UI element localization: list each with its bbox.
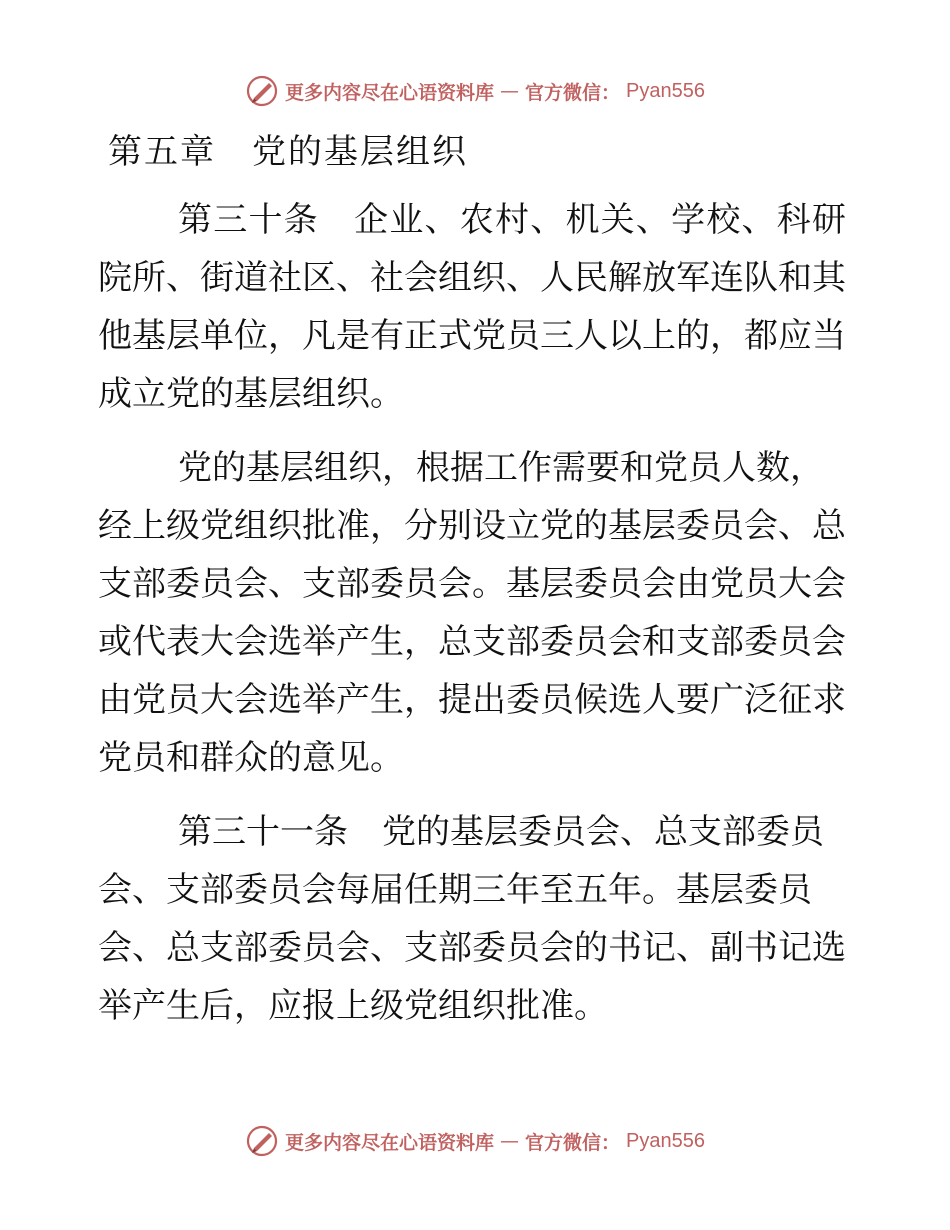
article30-line-1: 第三十条 企业、农村、机关、学校、科研 [178, 200, 846, 240]
para2-line-1: 党的基层组织，根据工作需要和党员人数， [178, 448, 824, 488]
watermark-separator: — [500, 80, 520, 102]
article31-line-3: 会、总支部委员会、支部委员会的书记、副书记选 [98, 928, 846, 968]
chapter-title: 第五章 党的基层组织 [108, 132, 468, 172]
watermark-text: 更多内容尽在心语资料库 [285, 81, 495, 104]
footer-watermark [0, 1124, 950, 1158]
para2-line-4: 或代表大会选举产生，总支部委员会和支部委员会 [98, 622, 846, 662]
article30-line-3: 他基层单位，凡是有正式党员三人以上的，都应当 [98, 316, 846, 356]
article30-line-2: 院所、街道社区、社会组织、人民解放军连队和其 [98, 258, 846, 298]
watermark-id: Pyan556 [626, 79, 705, 102]
para2-line-2: 经上级党组织批准，分别设立党的基层委员会、总 [98, 506, 846, 546]
header-watermark [0, 74, 950, 108]
article30-line-4: 成立党的基层组织。 [98, 374, 404, 414]
watermark-text: 更多内容尽在心语资料库 [285, 1131, 495, 1154]
para2-line-6: 党员和群众的意见。 [98, 738, 404, 778]
para2-line-5: 由党员大会选举产生，提出委员候选人要广泛征求 [98, 680, 846, 720]
watermark-id: Pyan556 [626, 1129, 705, 1152]
article31-line-1: 第三十一条 党的基层委员会、总支部委员 [178, 812, 824, 852]
para2-line-3: 支部委员会、支部委员会。基层委员会由党员大会 [98, 564, 846, 604]
pen-logo-icon [245, 1124, 279, 1158]
pen-logo-icon [245, 74, 279, 108]
watermark-label: 官方微信： [525, 81, 621, 104]
watermark-separator: — [500, 1130, 520, 1152]
article31-line-2: 会、支部委员会每届任期三年至五年。基层委员 [98, 870, 812, 910]
article31-line-4: 举产生后，应报上级党组织批准。 [98, 986, 608, 1026]
watermark-label: 官方微信： [525, 1131, 621, 1154]
